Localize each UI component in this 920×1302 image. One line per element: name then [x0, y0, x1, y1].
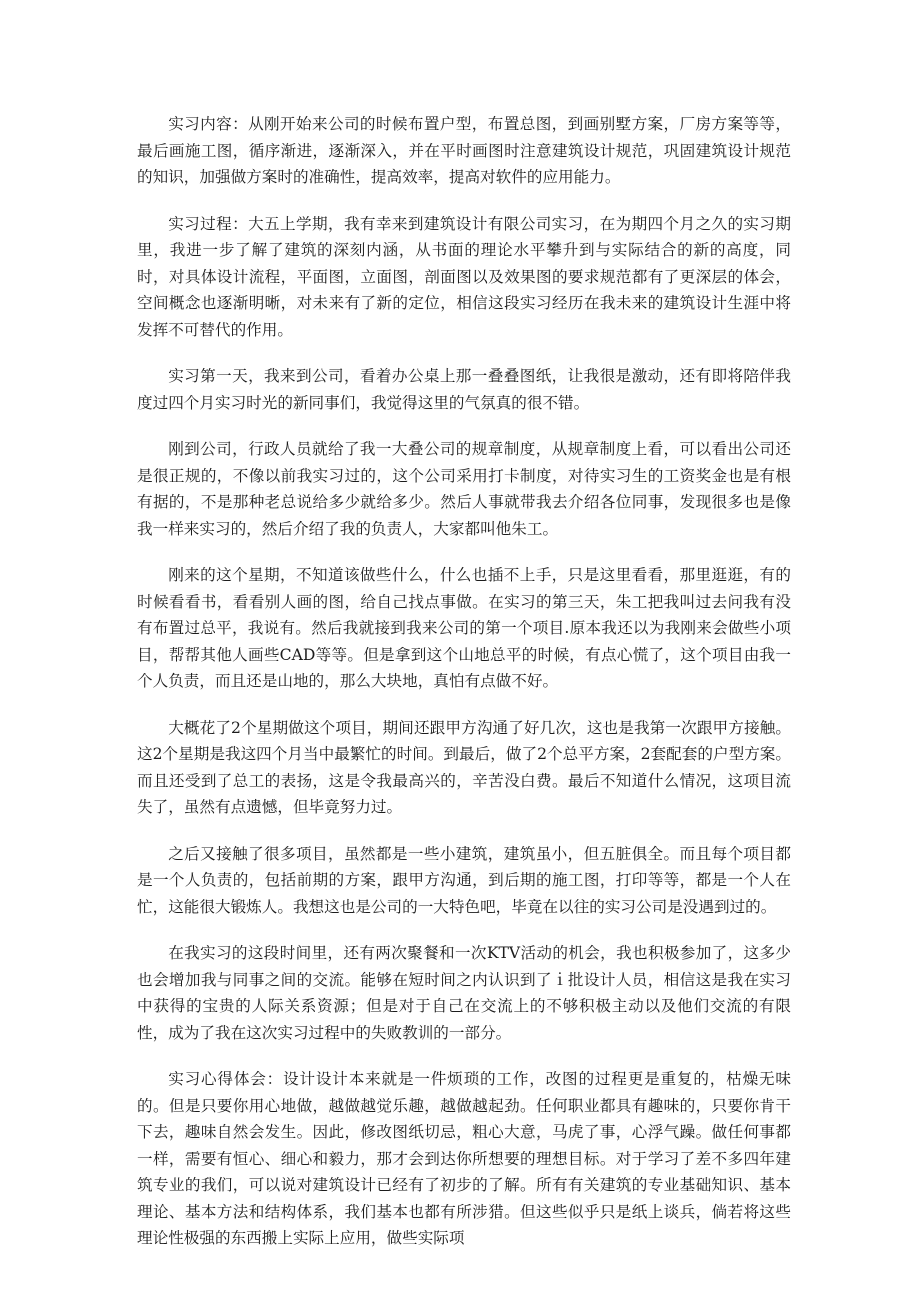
paragraph-company-rules: 刚到公司，行政人员就给了我一大叠公司的规章制度，从规章制度上看，可以看出公司还是很正规的，不像以前我实习过的，这个公司采用打卡制度，对待实习生的工资奖金也是有根有据的，不是那种老总说给多少就给多少。然后人事就带我去介绍各位同事，发现很多也是像我一样来实习的，然后介绍了我的负责人，大家都叫他朱工。: [137, 440, 791, 538]
paragraph-first-week: 刚来的这个星期，不知道该做些什么，什么也插不上手，只是这里看看，那里逛逛，有的时候看看书，看看别人画的图，给自己找点事做。在实习的第三天，朱工把我叫过去问我有没有布置过总平，我说有。然后我就接到我来公司的第一个项目.原本我还以为我刚来会做些小项目，帮帮其他人画些CAD等等。但是拿到这个山地总平的时候，有点心慌了，这个项目由我一个人负责，而且还是山地的，那么大块地，真怕有点做不好。: [137, 566, 791, 690]
paragraph-first-project: 大概花了2个星期做这个项目，期间还跟甲方沟通了好几次，这也是我第一次跟甲方接触。这2个星期是我这四个月当中最繁忙的时间。到最后，做了2个总平方案，2套配套的户型方案。而且还受到了总工的表扬，这是令我最高兴的，辛苦没白费。最后不知道什么情况，这项目流失了，虽然有点遗憾，但毕竟努力过。: [137, 718, 791, 816]
paragraph-first-day: 实习第一天，我来到公司，看着办公桌上那一叠叠图纸，让我很是激动，还有即将陪伴我度过四个月实习时光的新同事们，我觉得这里的气氛真的很不错。: [137, 367, 791, 412]
paragraph-reflections: 实习心得体会：设计设计本来就是一件烦琐的工作，改图的过程更是重复的，枯燥无味的。但是只要你用心地做，越做越觉乐趣，越做越起劲。任何职业都具有趣味的，只要你肯干下去，趣味自然会发生。因此，修改图纸切忌，粗心大意，马虎了事，心浮气躁。做任何事都一样，需要有恒心、细心和毅力，那才会到达你所想要的理想目标。对于学习了差不多四年建筑专业的我们，可以说对建筑设计已经有了初步的了解。所有有关建筑的专业基础知识、基本理论、基本方法和结构体系，我们基本也都有所涉猎。但这些似乎只是纸上谈兵，倘若将这些理论性极强的东西搬上实际上应用，做些实际项: [137, 1070, 791, 1247]
paragraph-social-activities: 在我实习的这段时间里，还有两次聚餐和一次KTV活动的机会，我也积极参加了，这多少也会增加我与同事之间的交流。能够在短时间之内认识到了ｉ批设计人员，相信这是我在实习中获得的宝贵的人际关系资源；但是对于自己在交流上的不够积极主动以及他们交流的有限性，成为了我在这次实习过程中的失败教训的一部分。: [137, 944, 791, 1042]
paragraph-internship-process: 实习过程：大五上学期，我有幸来到建筑设计有限公司实习，在为期四个月之久的实习期里，我进一步了解了建筑的深刻内涵，从书面的理论水平攀升到与实际结合的新的高度，同时，对具体设计流程，平面图，立面图，剖面图以及效果图的要求规范都有了更深层的体会，空间概念也逐渐明晰，对未来有了新的定位，相信这段实习经历在我未来的建筑设计生涯中将发挥不可替代的作用。: [137, 214, 791, 339]
document-body: [137, 111, 791, 1272]
paragraph-more-projects: 之后又接触了很多项目，虽然都是一些小建筑，建筑虽小，但五脏俱全。而且每个项目都是一个人负责的，包括前期的方案，跟甲方沟通，到后期的施工图，打印等等，都是一个人在忙，这能很大锻炼人。我想这也是公司的一大特色吧，毕竟在以往的实习公司是没遇到过的。: [137, 844, 791, 916]
paragraph-internship-content: 实习内容：从刚开始来公司的时候布置户型，布置总图，到画别墅方案，厂房方案等等，最后画施工图，循序渐进，逐渐深入，并在平时画图时注意建筑设计规范，巩固建筑设计规范的知识，加强做方案时的准确性，提高效率，提高对软件的应用能力。: [137, 115, 791, 186]
